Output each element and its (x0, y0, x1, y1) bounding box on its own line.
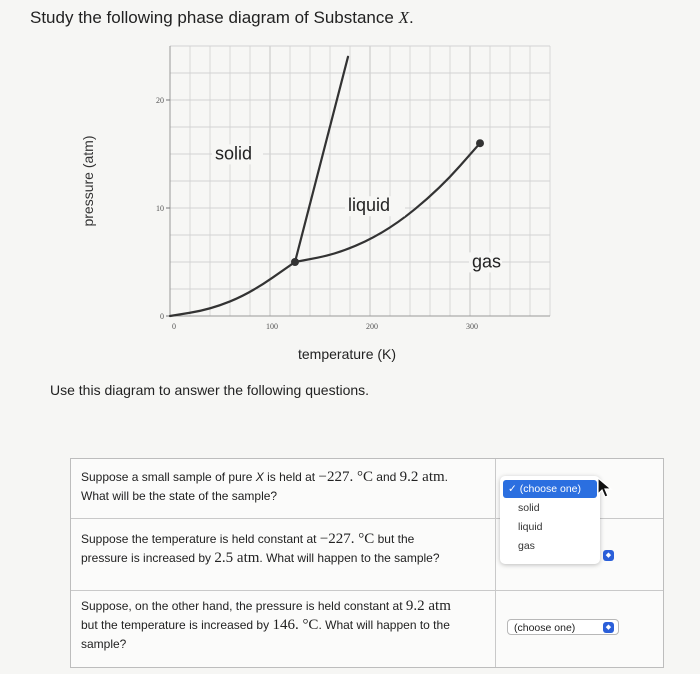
x-tick-label: 0 (172, 322, 176, 331)
dropdown-option-gas[interactable]: gas (518, 540, 535, 552)
select-3-stepper-icon: ◆ (603, 622, 614, 633)
question-heading: Study the following phase diagram of Substance X. (30, 8, 414, 27)
y-tick-label: 10 (156, 204, 164, 213)
answer-dropdown-menu[interactable] (500, 476, 600, 564)
question-1-text: Suppose a small sample of pure X is held at −227. °C and 9.2 atm. What will be the state of the sample? (81, 469, 448, 503)
mouse-cursor-icon (596, 477, 614, 499)
y-axis-label: pressure (atm) (80, 135, 96, 227)
region-label-gas: gas (472, 251, 502, 272)
chart-grid (170, 46, 550, 316)
dropdown-option-solid[interactable]: solid (518, 502, 540, 514)
x-tick-label: 200 (366, 322, 378, 331)
dropdown-option-selected[interactable]: ✓ (choose one) (503, 480, 597, 498)
dropdown-option-liquid[interactable]: liquid (518, 521, 543, 533)
x-axis-label: temperature (K) (298, 346, 397, 362)
triple-point (291, 258, 299, 266)
select-2-stepper-icon[interactable]: ◆ (603, 550, 614, 561)
region-label-liquid: liquid (348, 195, 391, 216)
question-2-text: Suppose the temperature is held constant at −227. °C but the pressure is increased by 2.5 atm. What will happen to the sample? (81, 531, 440, 566)
question-row-3 (71, 591, 663, 669)
y-tick-label: 0 (160, 312, 164, 321)
y-tick-label: 20 (156, 96, 164, 105)
select-3-answer[interactable] (507, 619, 619, 635)
x-tick-label: 300 (466, 322, 478, 331)
select-3-label: (choose one) (514, 622, 576, 634)
critical-point (476, 139, 484, 147)
x-tick-label: 100 (266, 322, 278, 331)
check-icon: ✓ (508, 483, 517, 495)
region-label-solid: solid (215, 143, 253, 164)
instructions-text: Use this diagram to answer the following questions. (50, 382, 370, 398)
question-3-text: Suppose, on the other hand, the pressure is held constant at 9.2 atm but the temperature is increased by 146. °C. What will happen to the sample? (81, 598, 451, 651)
